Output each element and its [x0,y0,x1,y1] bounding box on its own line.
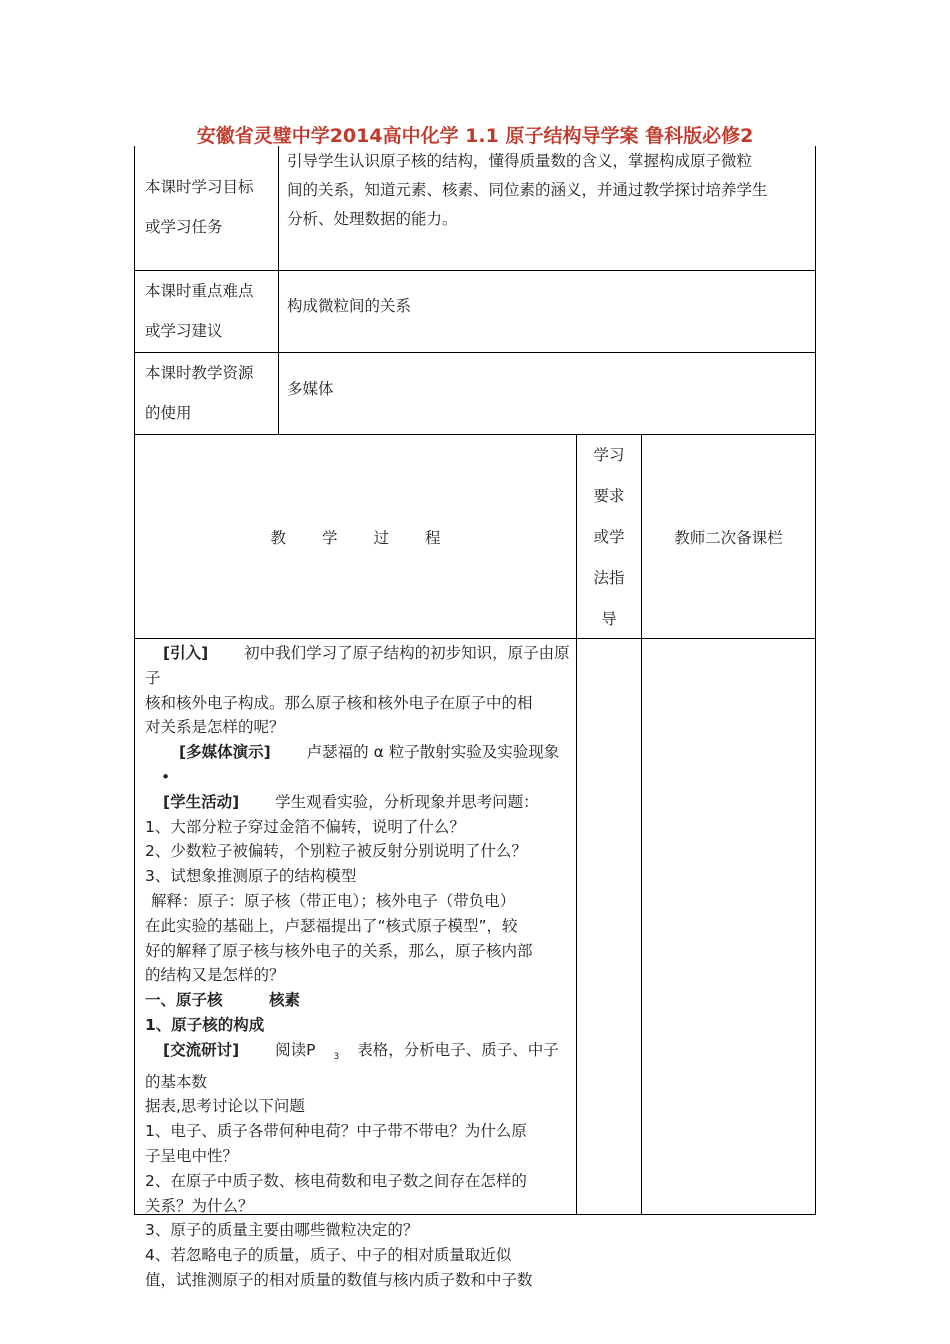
explain-text: 解释：原子：原子核（带正电）；核外电子（带负电） [151,891,516,910]
document-title: 安徽省灵璧中学2014高中化学 1.1 原子结构导学案 鲁科版必修2 [196,125,754,147]
resources-label [135,353,279,434]
content-line: 引导学生认识原子核的结构，懂得质量数的含义，掌握构成原子微粒 [287,152,753,170]
label-line: 或学习建议 [145,322,223,340]
guide-line: 导 [601,610,617,628]
process-header-row [134,435,816,639]
question-item: 2、少数粒子被偏转，个别粒子被反射分别说明了什么？ [145,842,527,861]
process-body-main [135,639,577,1290]
label-line: 本课时教学资源 [145,364,254,382]
intro-tag: [引入] [163,644,209,662]
explain-text: 好的解释了原子核与核外电子的关系，那么，原子核内部 [145,941,533,960]
label-line: 本课时学习目标 [145,178,254,196]
process-header-notes [642,435,815,638]
content-line: 构成微粒间的关系 [287,297,412,315]
explain-text: 的结构又是怎样的？ [145,966,285,985]
discuss-question: 1、电子、质子各带何种电荷？中子带不带电？为什么原 [145,1122,527,1141]
media-tag: [多媒体演示] [179,743,271,762]
process-body-guide [577,639,642,1214]
activity-text: 学生观看实验，分析现象并思考问题： [275,792,539,811]
header-char: 程 [425,528,441,547]
process-body-notes [642,639,815,1214]
objectives-content [279,146,815,270]
discuss-tag: [交流研讨] [163,1040,240,1059]
discuss-question: 4、若忽略电子的质量，质子、中子的相对质量取近似 [145,1246,512,1265]
question-item: 3、试想象推测原子的结构模型 [145,867,357,886]
content-line: 间的关系，知道元素、核素、同位素的涵义，并通过教学探讨培养学生 [287,181,768,199]
lesson-plan-table [134,146,816,1290]
discuss-text: 阅读P [275,1040,316,1059]
resources-row [134,353,816,435]
intro-text: 对关系是怎样的呢？ [145,718,285,737]
content-line: 分析、处理数据的能力。 [287,210,458,228]
header-char: 学 [321,528,338,547]
discuss-text: 据表,思考讨论以下问题 [145,1097,305,1116]
key-points-label [135,271,279,352]
discuss-question: 关系？为什么？ [145,1196,254,1215]
key-points-row [134,271,816,353]
intro-text: 核和核外电子构成。那么原子核和核外电子在原子中的相 [145,693,533,712]
header-char: 过 [373,528,390,547]
activity-tag: [学生活动] [163,792,240,811]
process-header-guide [577,435,642,638]
key-points-content [279,271,815,352]
content-line: 多媒体 [287,380,334,398]
discuss-text: 表格，分析电子、质子、中子的基本数 [145,1040,559,1091]
notes-label: 教师二次备课栏 [674,528,783,547]
section-heading: 一、原子核 核素 [145,991,301,1010]
guide-line: 学习 [593,446,625,464]
resources-content [279,353,815,434]
intro-text: 初中我们学习了原子结构的初步知识，原子由原子 [145,644,570,687]
label-line: 或学习任务 [145,218,223,236]
guide-line: 要求 [593,487,625,505]
subsection-heading: 1、原子核的构成 [145,1015,265,1034]
question-item: 1、大部分粒子穿过金箔不偏转，说明了什么？ [145,817,465,836]
label-line: 的使用 [145,404,192,422]
discuss-question: 值，试推测原子的相对质量的数值与核内质子数和中子数 [145,1271,533,1290]
explain-text: 在此实验的基础上，卢瑟福提出了“核式原子模型”，较 [145,916,518,935]
guide-line: 或学 [593,528,625,546]
discuss-question: 2、在原子中质子数、核电荷数和电子数之间存在怎样的 [145,1171,527,1190]
discuss-question: 子呈电中性？ [145,1147,239,1166]
header-char: 教 [270,528,286,547]
process-header-main [135,435,577,638]
objectives-row [134,146,816,271]
objectives-label [135,146,279,270]
discuss-subscript: 3 [333,1051,340,1062]
guide-line: 法指 [593,569,625,587]
media-text: 卢瑟福的 α 粒子散射实验及实验现象• [161,743,560,786]
discuss-question: 3、原子的质量主要由哪些微粒决定的？ [145,1221,419,1240]
label-line: 本课时重点难点 [145,282,254,300]
process-body-row [134,639,816,1290]
